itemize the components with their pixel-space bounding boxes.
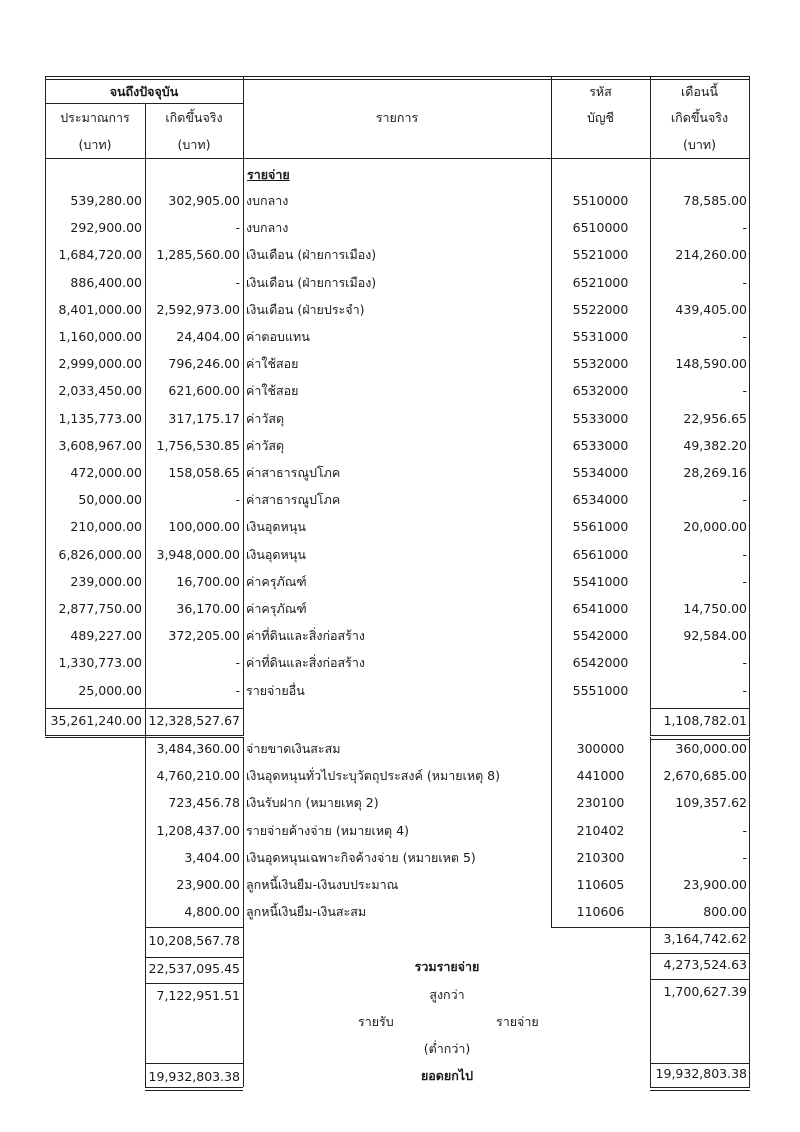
row-item: รายจ่ายอื่น [246, 682, 305, 698]
row-item: ค่าวัสดุ [246, 437, 285, 453]
row-month: - [742, 546, 747, 562]
row-month: - [742, 573, 747, 589]
row-estimate: 539,280.00 [70, 193, 142, 208]
other-row-code: 110606 [576, 904, 625, 920]
row-item: ค่าที่ดินและสิ่งก่อสร้าง [246, 655, 365, 671]
carry-forward-actual: 19,932,803.38 [148, 1069, 240, 1084]
other-row-actual: 23,900.00 [176, 877, 240, 892]
row-item: เงินเดือน (ฝ่ายการเมือง) [246, 274, 377, 290]
row-code: 6510000 [572, 220, 629, 236]
row-month: 148,590.00 [675, 356, 747, 372]
row-actual: 1,756,530.85 [156, 437, 240, 453]
other-row-item: เงินอุดหนุนเฉพาะกิจค้างจ่าย (หมายเหต 5) [246, 849, 476, 865]
row-estimate: 292,900.00 [70, 220, 142, 236]
other-row-actual: 1,208,437.00 [156, 822, 240, 838]
row-actual: 302,905.00 [168, 193, 240, 208]
other-row-month: 800.00 [703, 904, 747, 920]
row-actual: - [235, 492, 240, 508]
row-code: 6542000 [572, 655, 629, 671]
row-code: 5521000 [572, 247, 629, 263]
other-row-code: 210402 [576, 822, 625, 838]
row-actual: 3,948,000.00 [156, 546, 240, 562]
row-estimate: 2,877,750.00 [58, 601, 142, 616]
row-actual: - [235, 682, 240, 698]
row-month: 14,750.00 [683, 601, 747, 616]
row-code: 5541000 [572, 573, 629, 589]
other-row-month: 360,000.00 [675, 741, 747, 756]
row-item: ค่าวัสดุ [246, 410, 285, 426]
row-estimate: 2,999,000.00 [58, 356, 142, 372]
subtotal-estimate: 35,261,240.00 [50, 713, 142, 728]
row-code: 6541000 [572, 601, 629, 616]
row-code: 6534000 [572, 492, 629, 508]
row-code: 5551000 [572, 682, 629, 698]
header-actual: เกิดขึ้นจริง [165, 110, 223, 125]
other-row-item: ลูกหนี้เงินยืม-เงินงบประมาณ [246, 877, 399, 892]
row-estimate: 8,401,000.00 [58, 301, 142, 317]
row-month: 28,269.16 [683, 465, 747, 480]
row-month: - [742, 220, 747, 236]
row-estimate: 1,135,773.00 [58, 410, 142, 426]
header-actual-month: เกิดขึ้นจริง [670, 110, 729, 125]
other-row-month: 109,357.62 [675, 795, 747, 811]
header-to-date: จนถึงปัจจุบัน [109, 84, 179, 99]
row-item: เงินอุดหนุน [246, 546, 306, 562]
row-code: 6532000 [572, 383, 629, 399]
difference-lower: (ต่ำกว่า) [423, 1041, 471, 1056]
header-baht-estimate: (บาท) [78, 137, 112, 152]
row-month: 78,585.00 [683, 193, 747, 208]
other-subtotal-month: 3,164,742.62 [663, 931, 747, 946]
row-estimate: 489,227.00 [70, 628, 142, 644]
other-row-month: 23,900.00 [683, 877, 747, 892]
other-row-actual: 3,404.00 [184, 849, 240, 865]
row-actual: - [235, 220, 240, 236]
row-month: - [742, 682, 747, 698]
row-item: ค่าตอบแทน [246, 329, 310, 344]
row-month: - [742, 492, 747, 508]
other-row-actual: 4,800.00 [184, 904, 240, 920]
other-row-actual: 4,760,210.00 [156, 768, 240, 784]
other-subtotal-actual: 10,208,567.78 [148, 933, 240, 948]
row-actual: 24,404.00 [176, 329, 240, 344]
row-item: งบกลาง [246, 193, 289, 208]
section-title: รายจ่าย [247, 167, 290, 182]
header-baht-month: (บาท) [683, 137, 716, 152]
row-item: เงินเดือน (ฝ่ายประจำ) [246, 301, 365, 317]
row-item: ค่าใช้สอย [246, 383, 299, 399]
row-item: ค่าครุภัณฑ์ [246, 601, 307, 616]
row-actual: - [235, 655, 240, 671]
row-item: เงินอุดหนุน [246, 519, 306, 535]
other-row-code: 230100 [576, 795, 625, 811]
row-month: - [742, 383, 747, 399]
other-row-month: - [742, 822, 747, 838]
row-estimate: 3,608,967.00 [58, 437, 142, 453]
other-row-item: เงินอุดหนุนทั่วไประบุวัตถุประสงค์ (หมายเหตุ 8) [246, 768, 500, 784]
row-actual: 372,205.00 [168, 628, 240, 644]
other-row-item: เงินรับฝาก (หมายเหตุ 2) [246, 795, 379, 811]
row-month: 49,382.20 [683, 437, 747, 453]
other-row-month: 2,670,685.00 [663, 768, 747, 784]
other-row-actual: 723,456.78 [168, 795, 240, 811]
row-code: 6533000 [572, 437, 629, 453]
row-code: 6561000 [572, 546, 629, 562]
row-code: 5522000 [572, 301, 629, 317]
row-estimate: 886,400.00 [70, 274, 142, 290]
row-month: 20,000.00 [683, 519, 747, 535]
subtotal-actual: 12,328,527.67 [148, 713, 240, 728]
row-item: เงินเดือน (ฝ่ายการเมือง) [246, 247, 377, 263]
difference-higher: สูงกว่า [429, 987, 465, 1002]
other-row-item: ลูกหนี้เงินยืม-เงินสะสม [246, 904, 367, 920]
other-row-actual: 3,484,360.00 [156, 741, 240, 756]
row-actual: 158,058.65 [168, 465, 240, 480]
row-item: ค่าใช้สอย [246, 356, 299, 372]
carry-forward-month: 19,932,803.38 [655, 1066, 747, 1081]
total-expense-actual: 22,537,095.45 [148, 961, 240, 976]
difference-expense: รายจ่าย [496, 1014, 539, 1029]
row-month: 92,584.00 [683, 628, 747, 644]
row-actual: 36,170.00 [176, 601, 240, 616]
subtotal-month: 1,108,782.01 [663, 713, 747, 728]
carry-forward-label: ยอดยกไป [420, 1068, 474, 1083]
row-estimate: 472,000.00 [70, 465, 142, 480]
row-code: 5561000 [572, 519, 629, 535]
other-row-code: 110605 [576, 877, 625, 892]
header-this-month: เดือนนี้ [681, 84, 718, 99]
row-month: 214,260.00 [675, 247, 747, 263]
row-item: ค่าสาธารณูปโภค [246, 465, 341, 480]
row-estimate: 6,826,000.00 [58, 546, 142, 562]
row-estimate: 50,000.00 [78, 492, 142, 508]
header-code-line1: รหัส [589, 84, 612, 99]
row-actual: 796,246.00 [168, 356, 240, 372]
row-code: 5510000 [572, 193, 629, 208]
row-actual: 317,175.17 [168, 410, 240, 426]
row-estimate: 2,033,450.00 [58, 383, 142, 399]
header-item: รายการ [375, 110, 419, 125]
row-item: ค่าที่ดินและสิ่งก่อสร้าง [246, 628, 365, 644]
row-item: ค่าสาธารณูปโภค [246, 492, 341, 508]
other-row-code: 300000 [576, 741, 625, 756]
row-estimate: 1,684,720.00 [58, 247, 142, 263]
row-actual: 100,000.00 [168, 519, 240, 535]
row-month: - [742, 274, 747, 290]
other-row-item: รายจ่ายค้างจ่าย (หมายเหตุ 4) [246, 822, 409, 838]
row-actual: - [235, 274, 240, 290]
difference-income: รายรับ [358, 1014, 394, 1029]
row-code: 6521000 [572, 274, 629, 290]
other-row-code: 210300 [576, 849, 625, 865]
row-month: - [742, 329, 747, 344]
row-estimate: 1,330,773.00 [58, 655, 142, 671]
row-actual: 16,700.00 [176, 573, 240, 589]
other-row-code: 441000 [576, 768, 625, 784]
other-row-month: - [742, 849, 747, 865]
row-month: - [742, 655, 747, 671]
row-month: 22,956.65 [683, 410, 747, 426]
row-item: งบกลาง [246, 220, 289, 236]
row-estimate: 1,160,000.00 [58, 329, 142, 344]
row-actual: 621,600.00 [168, 383, 240, 399]
other-row-item: จ่ายขาดเงินสะสม [246, 741, 341, 756]
row-code: 5542000 [572, 628, 629, 644]
row-code: 5533000 [572, 410, 629, 426]
row-estimate: 210,000.00 [70, 519, 142, 535]
row-estimate: 25,000.00 [78, 682, 142, 698]
row-month: 439,405.00 [675, 301, 747, 317]
header-estimate: ประมาณการ [60, 110, 130, 125]
row-actual: 1,285,560.00 [156, 247, 240, 263]
header-baht-actual: (บาท) [177, 137, 211, 152]
difference-month: 1,700,627.39 [663, 984, 747, 999]
header-code-line2: บัญชี [586, 110, 615, 125]
row-actual: 2,592,973.00 [156, 301, 240, 317]
difference-actual: 7,122,951.51 [156, 988, 240, 1003]
row-code: 5534000 [572, 465, 629, 480]
total-expense-month: 4,273,524.63 [663, 957, 747, 972]
row-code: 5532000 [572, 356, 629, 372]
total-expense-label: รวมรายจ่าย [414, 959, 480, 974]
row-code: 5531000 [572, 329, 629, 344]
row-item: ค่าครุภัณฑ์ [246, 573, 307, 589]
row-estimate: 239,000.00 [70, 573, 142, 589]
